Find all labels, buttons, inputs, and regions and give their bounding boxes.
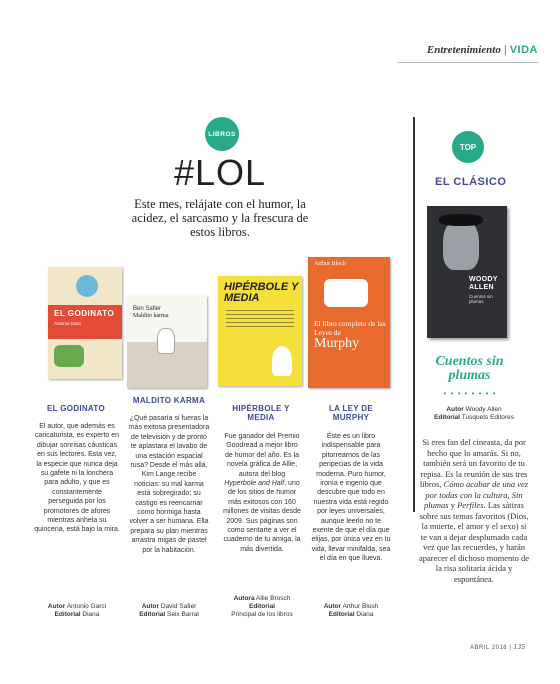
cover-author: Arthur Bloch: [314, 261, 346, 267]
cover-author: Ben Safier: [133, 306, 162, 312]
author-name: David Safier: [160, 603, 197, 610]
sidebar-review: [419, 437, 529, 584]
book-credits: [304, 603, 398, 619]
top-badge: TOP: [452, 131, 484, 163]
sidebar-rule: [413, 117, 415, 512]
blog-name: Hyperbole and Half: [224, 480, 285, 488]
page-number: 135: [513, 643, 526, 651]
dotted-divider: • • • • • • • •: [443, 389, 497, 398]
author-name: Arthur Blosh: [342, 603, 379, 610]
author-label: Autor: [47, 603, 66, 610]
cover-title: HIPÉRBOLE Y MEDIA: [224, 281, 299, 304]
book-description: ¿Qué pasaría si fueras la más exitosa presentadora de televisión y de pronto te aplastara el lavabo de una estación espacial rusa? Desde el más allá, Kim Lange recibe noticias: su mal karma está sobregirado; su castigo es reencarnar como hormiga hasta volver a ser humana. Ella prepara su plan mientras arrastra migas de pastel por la habitación.: [128, 415, 210, 554]
publisher-name: Tusquets Editores: [461, 414, 514, 421]
publisher-label: Editorial: [139, 611, 166, 618]
issue-date: ABRIL 2016: [470, 645, 508, 651]
cover-illustration: [157, 328, 175, 354]
page-subtitle: Este mes, relájate con el humor, la acidez, el sarcasmo y la frescura de estos libros.: [131, 197, 309, 239]
cover-text-lines: [226, 310, 294, 330]
author-name: Woody Allen: [465, 406, 502, 413]
sidebar-credits: [419, 406, 529, 422]
book-description: El autor, que además es caricaturista, es experto en dibujar sonrisas cáusticas en sus lectores. Esta vez, la especie que nunca deja su gafete ni la lonchera para adulto, y que es constantemente perseguida por los promotores de afores mientras anhela su quincena, está bajo la mira.: [34, 423, 120, 534]
publisher-label: Editorial: [434, 414, 461, 421]
cover-illustration: [54, 345, 84, 367]
cover-illustration: [272, 346, 292, 376]
subsection-name: VIDA: [509, 44, 538, 56]
header-rule: [398, 62, 538, 63]
book-credits: [30, 603, 124, 619]
section-header: [427, 44, 538, 56]
review-text: . Las sátiras sobre sus temas favoritos (Dios, la muerte, el amor y el sexo) si te van a dejar desplumado cada vez que las recuerdes, y harán aparecer el dichoso momento de la risa solitaria ácida y espontánea.: [419, 500, 529, 584]
review-book-title: Perfiles: [457, 500, 484, 510]
author-label: Autora: [233, 595, 255, 602]
page-footer: [470, 643, 526, 651]
cover-title: Maldito karma: [133, 313, 169, 319]
cover-title: EL GODINATO: [54, 309, 115, 318]
cover-title-big: Murphy: [314, 336, 360, 351]
author-label: Autor: [323, 603, 342, 610]
publisher-label: Editorial: [54, 611, 81, 618]
review-book-title: Cómo acabar de una vez por todas con la cultura: [425, 479, 529, 500]
libros-badge: LIBROS: [205, 117, 239, 151]
description-text: Fue ganador del Premio Goodread a mejor libro de humor del año. Es la novela gráfica de Allie, autora del blog: [224, 433, 300, 478]
book-credits: [216, 595, 308, 619]
cover-el-godinato: [48, 267, 122, 379]
section-name: Entretenimiento: [426, 44, 501, 56]
book-title: HIPÉRBOLE Y MEDIA: [232, 404, 290, 422]
review-text: y: [448, 500, 458, 510]
book-description: [222, 432, 302, 554]
sidebar-book-title: Cuentos sin plumas: [435, 354, 504, 383]
review-text: Si eres fan del cineasta, da por hecho que lo amarás. Si no, también será un favorito de tu repisa. Es la reunión de sus tres libros,: [419, 437, 528, 489]
book-title: LA LEY DE MURPHY: [328, 404, 374, 422]
book-title: MALDITO KARMA: [132, 396, 206, 405]
book-description: Éste es un libro indispensable para pitorrearnos de las peripecias de la vida moderna. Puro humor, ironía e ingenio que descubre que todo en nuestra vida está regido por leyes universales, aunque leerlo no te exente de que el día que elijas, por única vez en tu vida, llevar minifalda, sea el día en que llueva.: [311, 433, 391, 563]
author-label: Autor: [446, 406, 464, 413]
review-text: ,: [507, 489, 512, 500]
cover-title: WOODY ALLEN: [469, 276, 498, 291]
cover-cuentos-sin-plumas: [427, 206, 507, 338]
cover-illustration: [324, 279, 368, 307]
publisher-name: Principal de los libros: [231, 611, 293, 618]
publisher-label: Editorial: [328, 611, 355, 618]
review-book-title: Sin plumas: [424, 489, 523, 510]
book-title: EL GODINATO: [47, 404, 105, 413]
sidebar-heading: EL CLÁSICO: [435, 176, 507, 188]
cover-subtitle: Cuentos sin plumas: [469, 294, 493, 304]
cover-hiperbole: [218, 276, 302, 386]
page-title: #LOL: [173, 152, 267, 193]
publisher-name: Diana: [356, 611, 374, 618]
footer-separator: |: [509, 645, 512, 651]
author-name: Antonio Garci: [66, 603, 107, 610]
publisher-name: Seix Barral: [167, 611, 199, 618]
cover-ley-de-murphy: [308, 257, 390, 388]
publisher-label: Editorial: [248, 603, 275, 610]
cover-maldito-karma: [127, 296, 207, 388]
header-separator: |: [503, 44, 507, 56]
cover-title: [314, 319, 390, 351]
publisher-name: Diana: [82, 611, 100, 618]
book-credits: [122, 603, 216, 619]
cover-illustration: [76, 275, 98, 297]
author-name: Allie Brosch: [256, 595, 291, 602]
cover-portrait-hat: [439, 214, 483, 226]
description-text: , uno de los sitios de humor más exitosos con 160 millones de visitas desde 2009. Sus páginas son como sentarte a ver el cuaderno de tu amiga, la más divertida.: [223, 480, 301, 553]
cover-author: Antonio Garci: [54, 321, 82, 326]
cover-title-line: El libro completo de las Leyes de: [314, 319, 386, 337]
author-label: Autor: [141, 603, 160, 610]
